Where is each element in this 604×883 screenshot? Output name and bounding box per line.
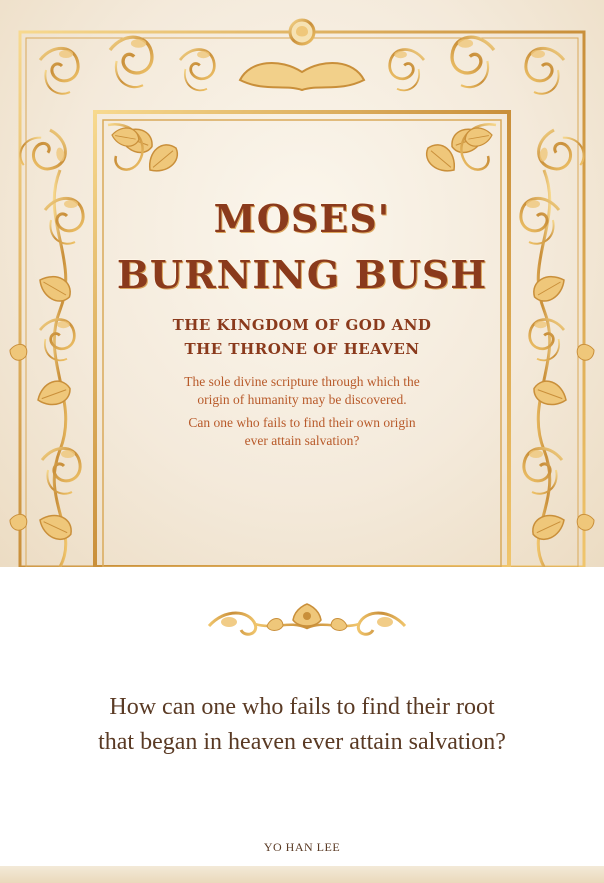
bottom-strip: [0, 866, 604, 883]
cover-title-line2: BURNING BUSH: [116, 252, 488, 297]
cover-description-line4: ever attain salvation?: [244, 433, 360, 448]
back-tagline-line2: that began in heaven ever attain salvation?: [98, 729, 506, 755]
author-name: YO HAN LEE: [263, 840, 341, 854]
cover-subtitle-line2: THE THRONE OF HEAVEN: [184, 340, 420, 358]
cover-subtitle-line1: THE KINGDOM OF GOD AND: [172, 316, 432, 334]
cover-description-line2: origin of humanity may be discovered.: [197, 392, 407, 407]
back-tagline-line1: How can one who fails to find their root: [109, 694, 495, 720]
cover-title-line1: MOSES': [213, 196, 391, 241]
flourish-divider: [205, 600, 409, 642]
cover-description-line3: Can one who fails to find their own origin: [188, 415, 416, 430]
cover-description-line1: The sole divine scripture through which the: [184, 374, 420, 389]
